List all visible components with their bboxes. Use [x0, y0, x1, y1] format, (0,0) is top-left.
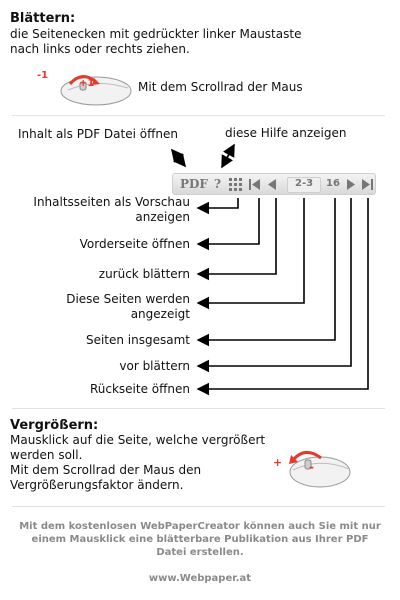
- label-turn-forward: vor blättern: [119, 359, 190, 373]
- zoom-line3: Mit dem Scrollrad der Maus den: [10, 463, 202, 477]
- zoom-minus-label: -: [309, 460, 314, 474]
- pdf-button[interactable]: PDF: [180, 177, 208, 191]
- label-pages-shown-line2: angezeigt: [130, 307, 190, 321]
- scroll-text: Mit dem Scrollrad der Maus: [138, 80, 303, 94]
- footer-line3: Datei erstellen.: [156, 547, 244, 558]
- current-pages: 2-3: [295, 178, 314, 189]
- zoom-plus-label: +: [273, 456, 283, 469]
- turn-heading: Blättern:: [10, 11, 76, 26]
- label-help-show: diese Hilfe anzeigen: [225, 126, 347, 140]
- divider-bottom: [12, 506, 385, 507]
- turn-instruction-line2: nach links oder rechts ziehen.: [10, 42, 190, 56]
- label-total-pages: Seiten insgesamt: [85, 333, 190, 347]
- label-front-page: Vorderseite öffnen: [79, 237, 190, 251]
- total-pages: 16: [326, 178, 340, 189]
- label-preview-line2: anzeigen: [135, 210, 190, 224]
- footer-line2: einem Mausklick eine blätterbare Publikation aus Ihrer PDF: [31, 534, 369, 545]
- divider-middle: [12, 408, 385, 409]
- scroll-minus-label: -1: [37, 70, 49, 81]
- label-back-page: Rückseite öffnen: [89, 382, 190, 396]
- footer-url-link[interactable]: www.Webpaper.at: [148, 573, 252, 584]
- zoom-line1: Mausklick auf die Seite, welche vergrößert: [10, 433, 266, 447]
- zoom-line4: Vergrößerungsfaktor ändern.: [10, 478, 184, 492]
- label-preview-line1: Inhaltsseiten als Vorschau: [33, 195, 190, 209]
- zoom-heading: Vergrößern:: [10, 418, 99, 433]
- zoom-line2: werden soll.: [10, 448, 83, 462]
- help-button[interactable]: ?: [214, 177, 222, 191]
- footer-line1: Mit dem kostenlosen WebPaperCreator können auch Sie mit nur: [19, 521, 381, 532]
- label-turn-back: zurück blättern: [98, 267, 190, 281]
- label-pdf-open: Inhalt als PDF Datei öffnen: [18, 127, 178, 141]
- label-pages-shown-line1: Diese Seiten werden: [66, 292, 190, 306]
- turn-instruction-line1: die Seitenecken mit gedrückter linker Maustaste: [10, 27, 302, 41]
- mouse-zoom-icon: [275, 442, 370, 492]
- scroll-plus-label: +1: [79, 78, 95, 89]
